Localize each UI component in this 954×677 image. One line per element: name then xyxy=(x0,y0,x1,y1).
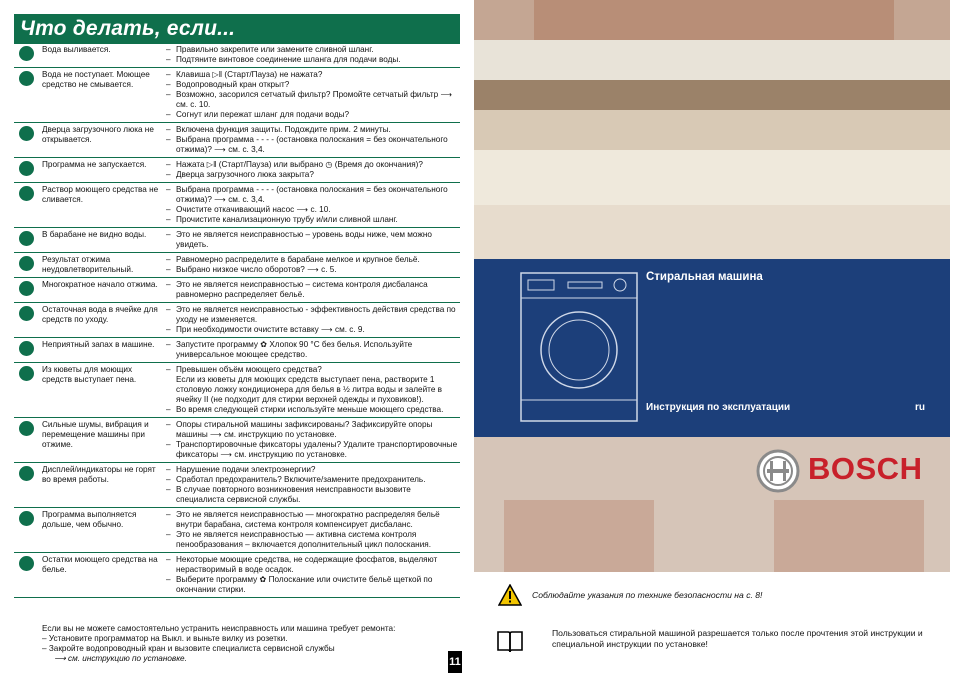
problem-text: Сильные шумы, вибрация и перемещение машины при отжиме. xyxy=(42,420,149,449)
solution-item: – Выбрано низкое число оборотов? ⟶ с. 5. xyxy=(164,265,460,275)
table-row xyxy=(14,338,460,363)
footer-note xyxy=(40,624,460,664)
green-dot-icon xyxy=(19,161,34,176)
green-dot-icon xyxy=(19,556,34,571)
solution-item: – Нарушение подачи электроэнергии? xyxy=(164,465,460,475)
table-row xyxy=(14,43,460,68)
solutions-list xyxy=(164,338,460,362)
table-row xyxy=(14,553,460,598)
solution-item: – Опоры стиральной машины зафиксированы? Зафиксируйте опоры машины ⟶ см. инструкцию по установке. xyxy=(164,420,460,440)
table-row xyxy=(14,463,460,508)
solution-item: – Выбрана программа - - - - (остановка полоскания = без окончательного отжима)? ⟶ см. с. 3,4. xyxy=(164,135,460,155)
solution-item: – Сработал предохранитель? Включите/замените предохранитель. xyxy=(164,475,460,485)
row-marker xyxy=(14,303,42,337)
row-marker xyxy=(14,123,42,157)
green-dot-icon xyxy=(19,231,34,246)
table-row xyxy=(14,418,460,463)
left-page xyxy=(0,0,464,677)
footer-line: – Установите программатор на Выкл. и выньте вилку из розетки. xyxy=(42,634,288,643)
solution-item: – Согнут или пережат шланг для подачи воды? xyxy=(164,110,460,120)
page-number: 11 xyxy=(448,651,462,673)
installation-note: Пользоваться стиральной машиной разрешается только после прочтения этой инструкции и специальной инструкции по установке! xyxy=(552,628,923,649)
solution-item: – В случае повторного возникновения неисправности вызовите специалиста сервисной службы. xyxy=(164,485,460,505)
green-dot-icon xyxy=(19,126,34,141)
problem-text: Результат отжима неудовлетворительный. xyxy=(42,255,134,274)
green-dot-icon xyxy=(19,281,34,296)
solution-item: – Некоторые моющие средства, не содержащие фосфатов, выделяют нерастворимый в воде осадок. xyxy=(164,555,460,575)
green-dot-icon xyxy=(19,466,34,481)
solution-item: – Возможно, засорился сетчатый фильтр? Промойте сетчатый фильтр ⟶ см. с. 10. xyxy=(164,90,460,110)
row-marker xyxy=(14,463,42,507)
warning-text: Соблюдайте указания по технике безопасности на с. 8! xyxy=(532,590,763,600)
row-marker xyxy=(14,228,42,252)
row-marker xyxy=(14,158,42,182)
solutions-list xyxy=(164,363,460,417)
table-row xyxy=(14,363,460,418)
row-marker xyxy=(14,363,42,417)
brand-logo xyxy=(756,449,922,493)
troubleshooting-table xyxy=(14,43,460,598)
problem-text: Остатки моющего средства на белье. xyxy=(42,555,158,574)
solution-item: – Нажата ▷‖ (Старт/Пауза) или выбрано ◷ (Время до окончания)? xyxy=(164,160,460,170)
solution-item: – Транспортировочные фиксаторы удалены? Удалите транспортировочные фиксаторы ⟶ см. инструкцию по установке. xyxy=(164,440,460,460)
manual-label: Инструкция по эксплуатации xyxy=(646,402,791,413)
solution-item: – Клавиша ▷‖ (Старт/Пауза) не нажата? xyxy=(164,70,460,80)
solution-item: – Очистите откачивающий насос ⟶ с. 10. xyxy=(164,205,460,215)
problem-text: Многократное начало отжима. xyxy=(42,280,158,289)
footer-line: Если вы не можете самостоятельно устранить неисправность или машина требует ремонта: xyxy=(42,624,396,633)
row-marker xyxy=(14,253,42,277)
solution-item: – Включена функция защиты. Подождите прим. 2 минуты. xyxy=(164,125,460,135)
solutions-list xyxy=(164,463,460,507)
table-row xyxy=(14,68,460,123)
green-dot-icon xyxy=(19,186,34,201)
solution-item: – Выбрана программа - - - - (остановка полоскания = без окончательного отжима)? ⟶ см. с. 3,4. xyxy=(164,185,460,205)
right-page xyxy=(474,0,950,677)
problem-text: Вода не поступает. Моющее средство не смывается. xyxy=(42,70,150,89)
problem-text: Раствор моющего средства не сливается. xyxy=(42,185,159,204)
footer-line: – Закройте водопроводный кран и вызовите специалиста сервисной службы xyxy=(42,644,335,653)
row-marker xyxy=(14,43,42,67)
book-icon xyxy=(496,627,524,655)
solution-item: – Это не является неисправностью — многократно распределяя бельё внутри барабана, система контроля компенсирует дисбаланс. xyxy=(164,510,460,530)
solutions-list xyxy=(164,508,460,552)
problem-text: Дисплей/индикаторы не горят во время работы. xyxy=(42,465,156,484)
solution-item: – Это не является неисправностью — активна система контроля пенообразования – включается дополнительный цикл полоскания. xyxy=(164,530,460,550)
solutions-list xyxy=(164,303,460,337)
row-marker xyxy=(14,68,42,122)
warning-icon xyxy=(498,584,522,606)
table-row xyxy=(14,253,460,278)
solutions-list xyxy=(164,418,460,462)
footer-line: ⟶ см. инструкцию по установке. xyxy=(54,654,187,663)
solution-item: – Выберите программу ✿ Полоскание или очистите бельё щеткой по окончании стирки. xyxy=(164,575,460,595)
language-code: ru xyxy=(915,402,925,413)
problem-text: Из кюветы для моющих средств выступает пена. xyxy=(42,365,137,384)
solution-item: Если из кюветы для моющих средств выступает пена, растворите 1 столовую ложку кондиционера для белья в ½ литра воды и залейте в ячейку II (не подходит для стирки верхней одежды и пуховиков!). xyxy=(176,375,443,404)
row-marker xyxy=(14,338,42,362)
problem-text: Программа выполняется дольше, чем обычно. xyxy=(42,510,137,529)
solution-item: – Подтяните винтовое соединение шланга для подачи воды. xyxy=(164,55,460,65)
green-dot-icon xyxy=(19,306,34,321)
row-marker xyxy=(14,418,42,462)
page-title: Что делать, если... xyxy=(20,17,236,40)
problem-text: Вода выливается. xyxy=(42,45,111,54)
solutions-list xyxy=(164,253,460,277)
solutions-list xyxy=(164,68,460,122)
brand-name: BOSCH xyxy=(808,451,923,486)
solution-item: – Дверца загрузочного люка закрыта? xyxy=(164,170,460,180)
table-row xyxy=(14,183,460,228)
solution-item: – Равномерно распределите в барабане мелкое и крупное бельё. xyxy=(164,255,460,265)
solutions-list xyxy=(164,123,460,157)
solution-item: – Превышен объём моющего средства? xyxy=(164,365,460,375)
solutions-list xyxy=(164,43,460,67)
table-row xyxy=(14,303,460,338)
problem-text: Неприятный запах в машине. xyxy=(42,340,155,349)
table-row xyxy=(14,228,460,253)
solutions-list xyxy=(164,183,460,227)
table-row xyxy=(14,278,460,303)
title-bar xyxy=(14,14,460,44)
bosch-armature-icon xyxy=(756,449,800,493)
solutions-list xyxy=(164,228,460,252)
product-title: Стиральная машина xyxy=(646,271,763,283)
table-row xyxy=(14,123,460,158)
green-dot-icon xyxy=(19,511,34,526)
green-dot-icon xyxy=(19,46,34,61)
solution-item: – Прочистите канализационную трубу и/или сливной шланг. xyxy=(164,215,460,225)
green-dot-icon xyxy=(19,341,34,356)
solution-item: – Запустите программу ✿ Хлопок 90 °С без белья. Используйте универсальное моющее средство. xyxy=(164,340,460,360)
washing-machine-icon xyxy=(520,272,638,422)
solutions-list xyxy=(164,553,460,597)
problem-text: Программа не запускается. xyxy=(42,160,147,169)
green-dot-icon xyxy=(19,71,34,86)
solutions-list xyxy=(164,158,460,182)
solution-item: – Это не является неисправностью – система контроля дисбаланса равномерно распределяет бельё. xyxy=(164,280,460,300)
green-dot-icon xyxy=(19,366,34,381)
problem-text: В барабане не видно воды. xyxy=(42,230,147,239)
problem-text: Дверца загрузочного люка не открывается. xyxy=(42,125,154,144)
green-dot-icon xyxy=(19,421,34,436)
row-marker xyxy=(14,508,42,552)
table-row xyxy=(14,158,460,183)
row-marker xyxy=(14,278,42,302)
problem-text: Остаточная вода в ячейке для средств по уходу. xyxy=(42,305,158,324)
solutions-list xyxy=(164,278,460,302)
row-marker xyxy=(14,183,42,227)
solution-item: – Во время следующей стирки используйте меньше моющего средства. xyxy=(164,405,460,415)
row-marker xyxy=(14,553,42,597)
green-dot-icon xyxy=(19,256,34,271)
solution-item: – Это не является неисправностью - эффективность действия средства по уходу не изменяется. xyxy=(164,305,460,325)
solution-item: – Правильно закрепите или замените сливной шланг. xyxy=(164,45,460,55)
solution-item: – Это не является неисправностью – уровень воды ниже, чем можно увидеть. xyxy=(164,230,460,250)
table-row xyxy=(14,508,460,553)
solution-item: – Водопроводный кран открыт? xyxy=(164,80,460,90)
solution-item: – При необходимости очистите вставку ⟶ см. с. 9. xyxy=(164,325,460,335)
